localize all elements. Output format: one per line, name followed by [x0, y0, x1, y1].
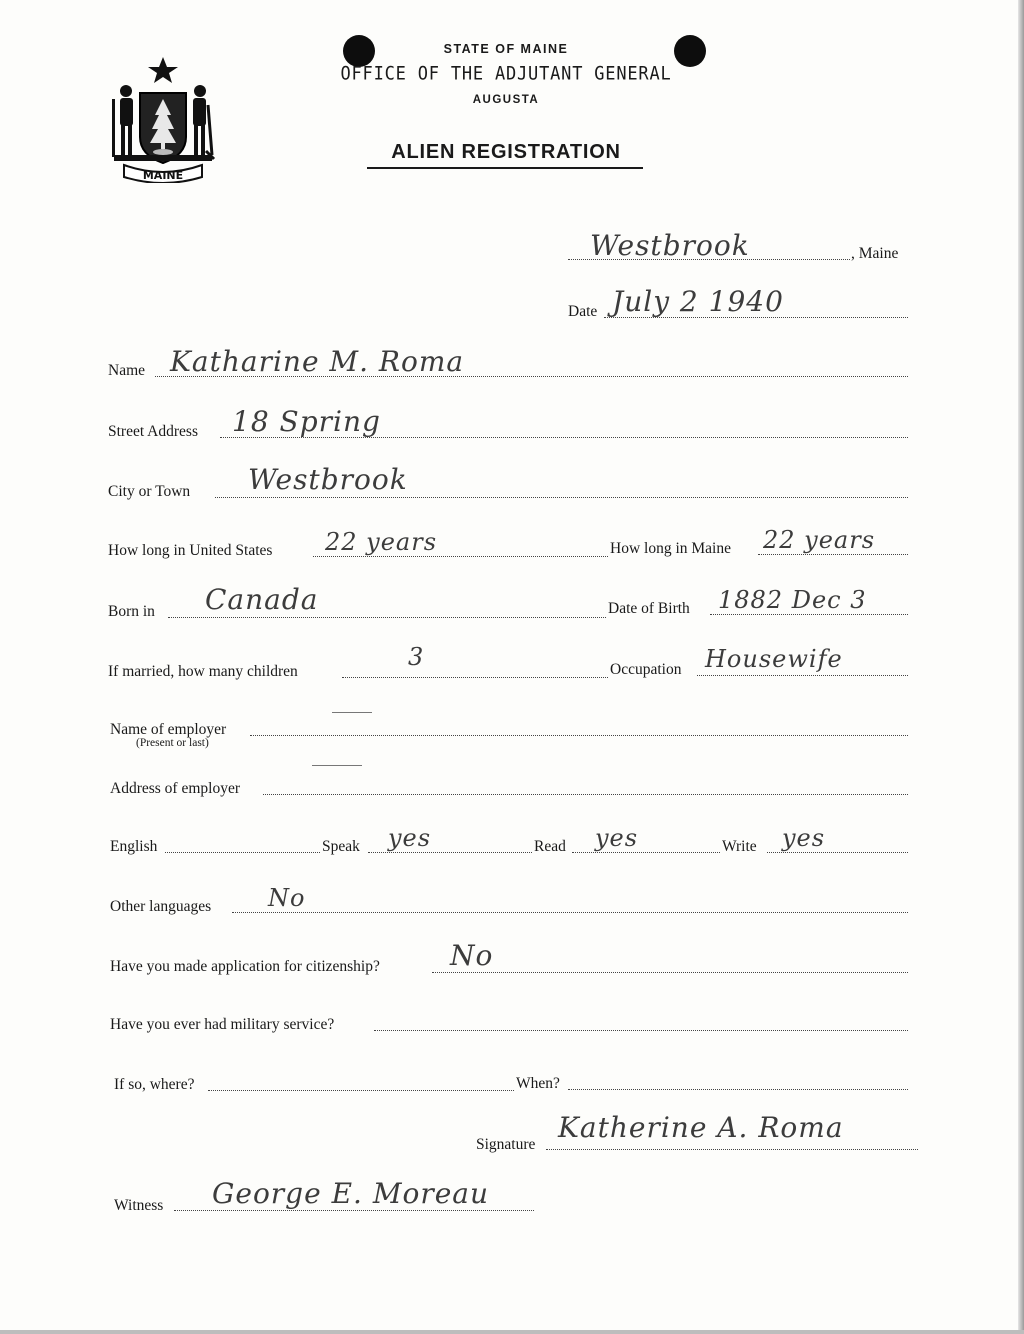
other-languages-label: Other languages — [110, 898, 212, 915]
header-state: STATE OF MAINE — [443, 42, 569, 56]
street-value: 18 Spring — [232, 405, 381, 438]
where-label: If so, where? — [114, 1076, 195, 1093]
citizenship-dots — [432, 972, 908, 973]
employer-label: Name of employer — [110, 721, 227, 738]
city-dots — [215, 497, 908, 498]
place-suffix: , Maine — [851, 245, 899, 262]
name-value: Katharine M. Roma — [170, 345, 465, 378]
children-label: If married, how many children — [108, 663, 298, 680]
read-dots — [572, 852, 720, 853]
witness-dots — [174, 1210, 534, 1211]
citizenship-value: No — [450, 939, 494, 972]
city-value: Westbrook — [248, 463, 408, 496]
military-dots — [374, 1030, 908, 1031]
where-dots — [208, 1090, 514, 1091]
signature-label: Signature — [476, 1136, 536, 1153]
seal-banner-text: MAINE — [142, 169, 184, 182]
date-value: July 2 1940 — [612, 285, 784, 318]
citizenship-label: Have you made application for citizenship? — [110, 958, 380, 975]
employer-address-dash — [312, 765, 362, 766]
read-value: yes — [595, 824, 639, 852]
signature-value: Katherine A. Roma — [558, 1111, 844, 1144]
write-value: yes — [782, 824, 826, 852]
title-underline — [367, 167, 643, 169]
write-label: Write — [722, 838, 757, 855]
other-languages-value: No — [268, 884, 306, 912]
born-in-dots — [168, 617, 606, 618]
us-duration-label: How long in United States — [108, 542, 273, 559]
signature-dots — [546, 1149, 918, 1150]
street-dots — [220, 437, 908, 438]
dob-value: 1882 Dec 3 — [718, 586, 867, 614]
name-label: Name — [108, 362, 146, 379]
when-dots — [568, 1089, 908, 1090]
dob-label: Date of Birth — [608, 600, 690, 617]
employer-dots — [250, 735, 908, 736]
speak-dots — [368, 852, 532, 853]
employer-dash — [332, 712, 372, 713]
employer-address-dots — [263, 794, 908, 795]
city-label: City or Town — [108, 483, 191, 500]
page-bottom-edge — [0, 1330, 1024, 1334]
occupation-value: Housewife — [705, 645, 843, 673]
employer-sublabel: (Present or last) — [136, 737, 209, 749]
dob-dots — [710, 614, 908, 615]
other-languages-dots — [232, 912, 908, 913]
header-office: OFFICE OF THE ADJUTANT GENERAL — [340, 63, 672, 85]
born-in-value: Canada — [205, 583, 319, 616]
us-duration-value: 22 years — [325, 528, 438, 556]
speak-label: Speak — [322, 838, 360, 855]
us-duration-dots — [313, 556, 608, 557]
name-dots — [155, 376, 908, 377]
page-edge-shadow — [1018, 0, 1024, 1334]
maine-duration-dots — [758, 554, 908, 555]
header-city: AUGUSTA — [472, 94, 540, 106]
form-title: ALIEN REGISTRATION — [391, 141, 621, 163]
street-label: Street Address — [108, 423, 198, 440]
place-dots — [568, 259, 850, 260]
when-label: When? — [516, 1075, 560, 1092]
witness-value: George E. Moreau — [212, 1177, 490, 1210]
occupation-dots — [697, 675, 908, 676]
children-dots — [342, 677, 608, 678]
date-label: Date — [568, 303, 598, 320]
employer-address-label: Address of employer — [110, 780, 240, 797]
write-dots — [767, 852, 908, 853]
place-value: Westbrook — [590, 229, 750, 262]
military-label: Have you ever had military service? — [110, 1016, 335, 1033]
speak-value: yes — [388, 824, 432, 852]
english-label: English — [110, 838, 158, 855]
maine-duration-value: 22 years — [763, 526, 876, 554]
english-dots — [165, 852, 320, 853]
date-dots — [604, 317, 908, 318]
witness-label: Witness — [114, 1197, 164, 1214]
occupation-label: Occupation — [610, 661, 682, 678]
maine-duration-label: How long in Maine — [610, 540, 731, 557]
born-in-label: Born in — [108, 603, 155, 620]
children-value: 3 — [408, 643, 425, 671]
read-label: Read — [534, 838, 566, 855]
